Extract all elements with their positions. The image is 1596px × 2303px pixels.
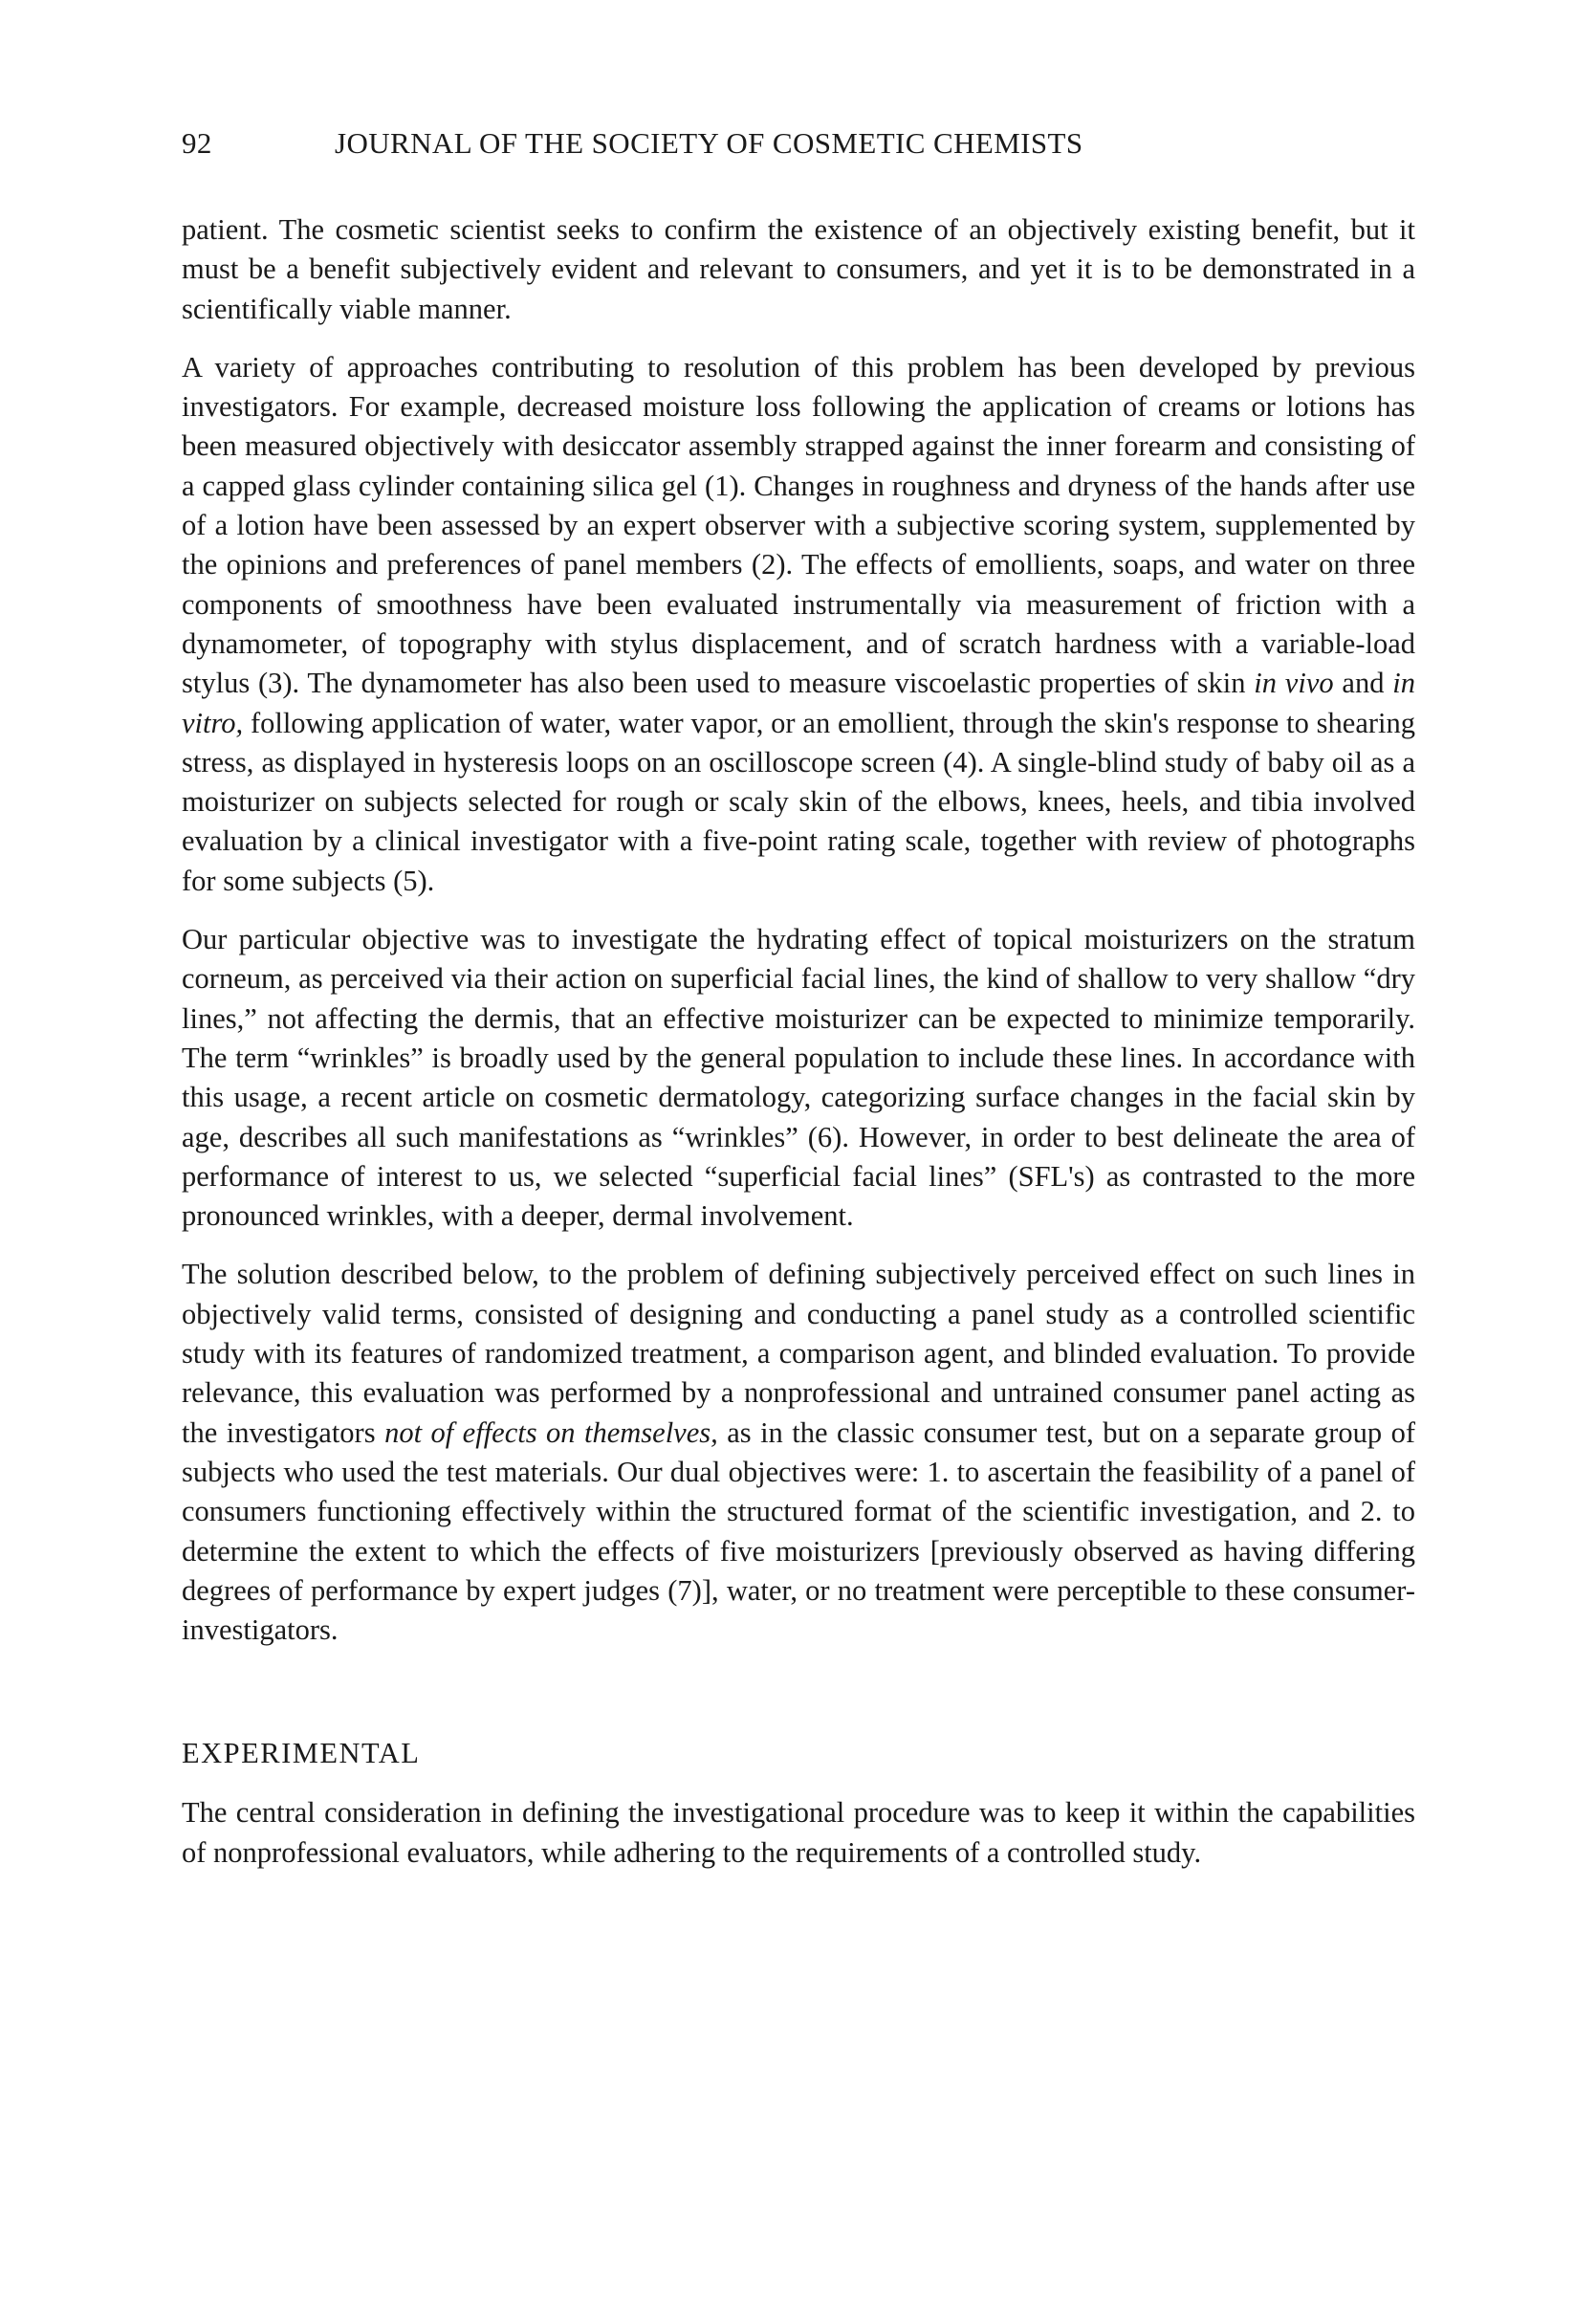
body-text	[182, 210, 1415, 1873]
section-paragraph-1: The central consideration in defining the investigational procedure was to keep it within the capabilities of nonprofessional evaluators, while adhering to the requirements of a controlled study.	[182, 1796, 1415, 1869]
paragraph-2-text-b: following application of water, water vapor, or an emollient, through the skin's response to shearing stress, as displayed in hysteresis loops on an oscilloscope screen (4). A single-blind study of baby oil as a moisturizer on subjects selected for rough or scaly skin of the elbows, knees, heels, and tibia involved evaluation by a clinical investigator with a five-point rating scale, together with review of photographs for some subjects (5).	[182, 706, 1415, 897]
term-in-vivo: in vivo	[1254, 667, 1334, 700]
term-in-vitro: in vitro,	[182, 667, 1415, 739]
page-number: 92	[182, 126, 212, 160]
paragraph-2-text-a: A variety of approaches contributing to resolution of this problem has been developed by previous investigators. For example, decreased moisture loss following the application of creams or lotions has been measured objectively with desiccator assembly strapped against the inner forearm and consisting of a capped glass cylinder containing silica gel (1). Changes in roughness and dryness of the hands after use of a lotion have been assessed by an expert observer with a subjective scoring system, supplemented by the opinions and preferences of panel members (2). The effects of emollients, soaps, and water on three components of smoothness have been evaluated instrumentally via measurement of friction with a dynamometer, of topography with stylus displacement, and of scratch hardness with a variable-load stylus (3). The dynamometer has also been used to measure viscoelastic properties of skin	[182, 350, 1415, 700]
paragraph-2-and: and	[1333, 667, 1393, 700]
paragraph-2	[182, 348, 1415, 901]
paragraph-4	[182, 1255, 1415, 1650]
paragraph-4-text-b: as in the classic consumer test, but on a separate group of subjects who used the test materials. Our dual objectives were: 1. to ascertain the feasibility of a panel of consumers functioning effectively within the structured format of the scientific investigation, and 2. to determine the extent to which the effects of five moisturizers [previously observed as having differing degrees of performance by expert judges (7)], water, or no treatment were perceptible to these consumer-investigators.	[182, 1415, 1415, 1647]
page	[182, 124, 1415, 1892]
running-head	[182, 124, 1415, 163]
paragraph-4-italic: not of effects on themselves,	[384, 1415, 718, 1449]
paragraph-4-text-a: The solution described below, to the problem of defining subjectively perceived effect on such lines in objectively valid terms, consisted of designing and conducting a panel study as a controlled scientific study with its features of randomized treatment, a comparison agent, and blinded evaluation. To provide relevance, this evaluation was performed by a nonprofessional and untrained consumer panel acting as the investigators	[182, 1258, 1415, 1449]
journal-title: JOURNAL OF THE SOCIETY OF COSMETIC CHEMISTS	[335, 126, 1083, 160]
paragraph-3: Our particular objective was to investigate the hydrating effect of topical moisturizers on the stratum corneum, as perceived via their action on superficial facial lines, the kind of shallow to very shallow “dry lines,” not affecting the dermis, that an effective moisturizer can be expected to minimize temporarily. The term “wrinkles” is broadly used by the general population to include these lines. In accordance with this usage, a recent article on cosmetic dermatology, categorizing surface changes in the facial skin by age, describes all such manifestations as “wrinkles” (6). However, in order to best delineate the area of performance of interest to us, we selected “superficial facial lines” (SFL's) as contrasted to the more pronounced wrinkles, with a deeper, dermal involvement.	[182, 923, 1415, 1233]
paragraph-1: patient. The cosmetic scientist seeks to confirm the existence of an objectively existing benefit, but it must be a benefit subjectively evident and relevant to consumers, and yet it is to be demonstrated in a scientifically viable manner.	[182, 213, 1415, 325]
section-heading: EXPERIMENTAL	[182, 1737, 421, 1770]
